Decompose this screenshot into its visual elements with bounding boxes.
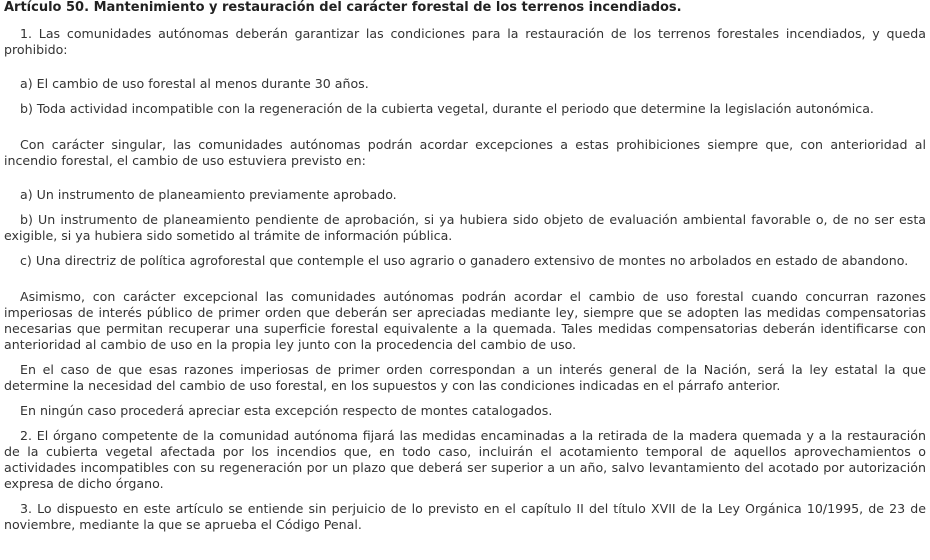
paragraph-1: 1. Las comunidades autónomas deberán garantizar las condiciones para la restauración de los terrenos forestales incendiados, y queda prohibido:	[4, 26, 926, 57]
paragraph-montes-catalogados: En ningún caso procederá apreciar esta excepción respecto de montes catalogados.	[20, 403, 553, 418]
paragraph-3: 3. Lo dispuesto en este artículo se entiende sin perjuicio de lo previsto en el capítulo II del título XVII de la Ley Orgánica 10/1995, de 23 de noviembre, mediante la que se aprueba el Código Penal.	[4, 501, 926, 532]
paragraph-singular-b: b) Un instrumento de planeamiento pendiente de aprobación, si ya hubiera sido objeto de evaluación ambiental favorable o, de no ser esta exigible, si ya hubiera sido sometido al trámite de información pública.	[4, 212, 926, 243]
paragraph-asimismo: Asimismo, con carácter excepcional las comunidades autónomas podrán acordar el cambio de uso forestal cuando concurran razones imperiosas de interés público de primer orden que deberán ser apreciadas mediante ley, siempre que se adopten las medidas compensatorias necesarias que permitan recuperar una superficie forestal equivalente a la quemada. Tales medidas compensatorias deberán identificarse con anterioridad al cambio de uso en la propia ley junto con la procedencia del cambio de uso.	[4, 289, 926, 352]
paragraph-singular: Con carácter singular, las comunidades autónomas podrán acordar excepciones a estas prohibiciones siempre que, con anterioridad al incendio forestal, el cambio de uso estuviera previsto en:	[4, 137, 926, 168]
paragraph-1b: b) Toda actividad incompatible con la regeneración de la cubierta vegetal, durante el periodo que determine la legislación autonómica.	[20, 101, 874, 116]
paragraph-singular-c: c) Una directriz de política agroforestal que contemple el uso agrario o ganadero extensivo de montes no arbolados en estado de abandono.	[20, 253, 909, 268]
article-title: Artículo 50. Mantenimiento y restauración del carácter forestal de los terrenos incendiados.	[4, 0, 682, 15]
paragraph-2: 2. El órgano competente de la comunidad autónoma fijará las medidas encaminadas a la retirada de la madera quemada y a la restauración de la cubierta vegetal afectada por los incendios que, en todo caso, incluirán el acotamiento temporal de aquellos aprovechamientos o actividades incompatibles con su regeneración por un plazo que deberá ser superior a un año, salvo levantamiento del acotado por autorización expresa de dicho órgano.	[4, 428, 926, 491]
paragraph-1a: a) El cambio de uso forestal al menos durante 30 años.	[20, 76, 369, 91]
paragraph-singular-a: a) Un instrumento de planeamiento previamente aprobado.	[20, 187, 397, 202]
paragraph-nacion: En el caso de que esas razones imperiosas de primer orden correspondan a un interés general de la Nación, será la ley estatal la que determine la necesidad del cambio de uso forestal, en los supuestos y con las condiciones indicadas en el párrafo anterior.	[4, 362, 926, 393]
